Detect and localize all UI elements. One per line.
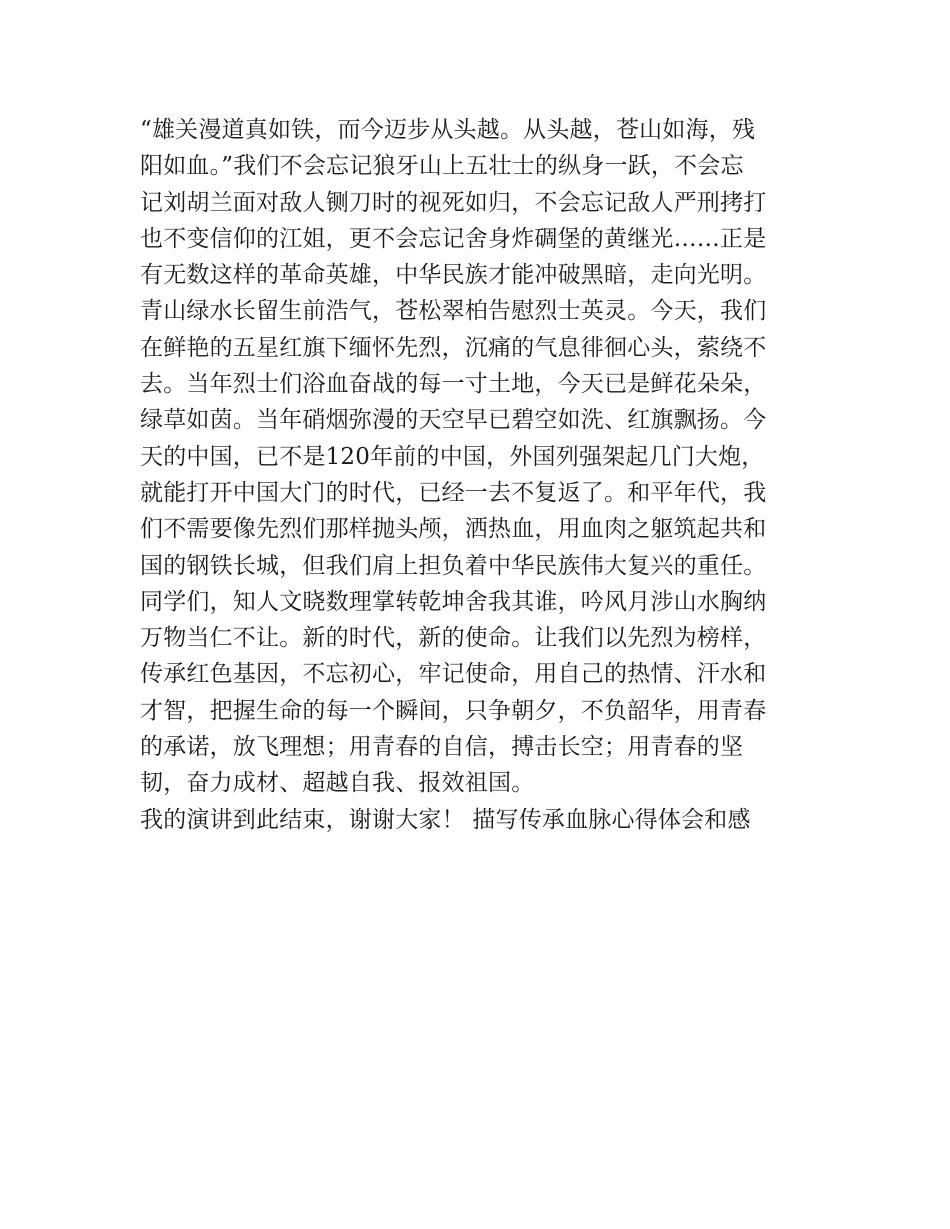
text-line: 我的演讲到此结束，谢谢大家！ 描写传承血脉心得体会和感: [140, 806, 751, 833]
text-line: 阳如血。”我们不会忘记狼牙山上五壮士的纵身一跃，不会忘: [140, 153, 744, 180]
text-line: 韧，奋力成材、超越自我、报效祖国。: [140, 770, 535, 797]
text-line: 的承诺，放飞理想；用青春的自信，搏击长空；用青春的坚: [140, 734, 744, 761]
text-line: 万物当仁不让。新的时代，新的使命。让我们以先烈为榜样，: [140, 625, 767, 652]
text-line: 有无数这样的革命英雄，中华民族才能冲破黑暗，走向光明。: [140, 262, 767, 289]
text-line: 们不需要像先烈们那样抛头颅，洒热血，用血肉之躯筑起共和: [140, 516, 767, 543]
text-line: 绿草如茵。当年硝烟弥漫的天空早已碧空如洗、红旗飘扬。今: [140, 407, 767, 434]
text-line: “雄关漫道真如铁，而今迈步从头越。从头越，苍山如海，残: [140, 117, 756, 143]
text-line: 去。当年烈士们浴血奋战的每一寸土地，今天已是鲜花朵朵，: [140, 371, 767, 398]
text-line: 就能打开中国大门的时代，已经一去不复返了。和平年代，我: [140, 479, 767, 506]
text-line: 记刘胡兰面对敌人铡刀时的视死如归，不会忘记敌人严刑拷打: [140, 189, 767, 216]
text-line: 也不变信仰的江姐，更不会忘记舍身炸碉堡的黄继光……正是: [140, 225, 767, 252]
body-text: [140, 112, 820, 838]
text-line: 传承红色基因，不忘初心，牢记使命，用自己的热情、汗水和: [140, 661, 767, 688]
text-line: 在鲜艳的五星红旗下缅怀先烈，沉痛的气息徘徊心头，萦绕不: [140, 334, 767, 361]
text-line: 天的中国，已不是120年前的中国，外国列强架起几门大炮，: [140, 443, 765, 470]
text-line: 同学们，知人文晓数理掌转乾坤舍我其谁，吟风月涉山水胸纳: [140, 588, 767, 615]
text-line: 国的钢铁长城，但我们肩上担负着中华民族伟大复兴的重任。: [140, 552, 767, 579]
text-line: 青山绿水长留生前浩气，苍松翠柏告慰烈士英灵。今天，我们: [140, 298, 767, 325]
text-line: 才智，把握生命的每一个瞬间，只争朝夕，不负韶华，用青春: [140, 697, 767, 724]
